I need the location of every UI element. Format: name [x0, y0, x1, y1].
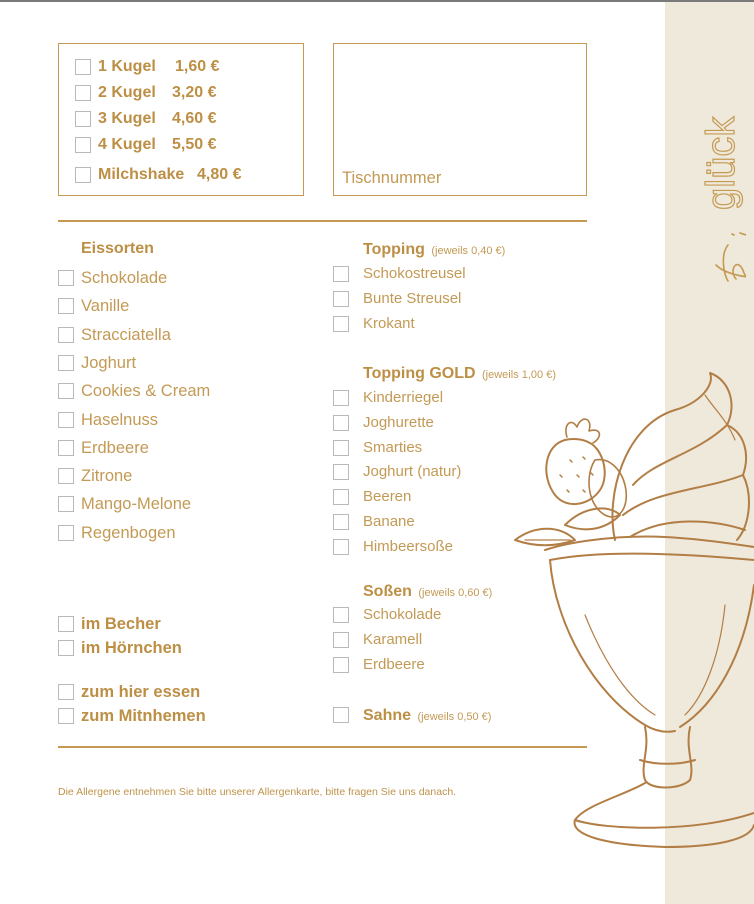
consumption-1-checkbox[interactable]: [58, 684, 74, 700]
flavor-6-label: Haselnuss: [81, 410, 159, 429]
sauces-note: (jeweils 0,60 €): [418, 587, 493, 599]
allergen-note: Die Allergene entnehmen Sie bitte unserer Allergenkarte, bitte fragen Sie uns danach.: [58, 786, 457, 798]
topping-gold-7-checkbox[interactable]: [333, 539, 349, 555]
topping-gold-5-label: Beeren: [363, 488, 412, 506]
topping-gold-2-checkbox[interactable]: [333, 415, 349, 431]
cream-checkbox[interactable]: [333, 707, 349, 723]
topping-gold-3-label: Smarties: [363, 438, 423, 456]
table-number-label: Tischnummer: [342, 169, 442, 187]
flavor-6-checkbox[interactable]: [58, 412, 74, 428]
price-option-5-label: Milchshake: [98, 166, 185, 183]
price-value-3: 4,60 €: [172, 110, 217, 127]
price-option-1-checkbox[interactable]: [75, 59, 91, 75]
top-border: [0, 0, 754, 2]
divider-top: [58, 220, 587, 222]
topping-gold-4-label: Joghurt (natur): [363, 463, 462, 481]
price-option-3-label: 3 Kugel: [98, 110, 156, 127]
consumption-2-label: zum Mitnhemen: [81, 707, 206, 725]
topping-heading: [363, 241, 505, 260]
price-option-2-label: 2 Kugel: [98, 84, 156, 101]
price-option-2-checkbox[interactable]: [75, 85, 91, 101]
sundae-illustration: [505, 365, 754, 885]
topping-3-checkbox[interactable]: [333, 316, 349, 332]
sauce-1-checkbox[interactable]: [333, 607, 349, 623]
flavor-1-label: Schokolade: [81, 269, 168, 287]
sauce-2-label: Karamell: [363, 631, 423, 648]
price-option-4-checkbox[interactable]: [75, 137, 91, 153]
topping-gold-note: (jeweils 1,00 €): [482, 369, 556, 381]
consumption-2-checkbox[interactable]: [58, 708, 74, 724]
flavor-7-label: Erdbeere: [81, 438, 149, 457]
flavor-5-checkbox[interactable]: [58, 383, 74, 399]
price-value-5: 4,80 €: [197, 166, 242, 183]
sauce-3-label: Erdbeere: [363, 656, 425, 673]
flavor-1-checkbox[interactable]: [58, 270, 74, 286]
flavor-3-checkbox[interactable]: [58, 327, 74, 343]
flavor-3-label: Stracciatella: [81, 325, 171, 344]
topping-gold-6-label: Banane: [363, 513, 415, 530]
cream-note: (jeweils 0,50 €): [417, 711, 492, 723]
flavor-10-checkbox[interactable]: [58, 525, 74, 541]
logo-glueck-text: glück: [699, 116, 743, 210]
topping-1-checkbox[interactable]: [333, 266, 349, 282]
flavor-4-checkbox[interactable]: [58, 355, 74, 371]
container-1-checkbox[interactable]: [58, 616, 74, 632]
topping-gold-1-checkbox[interactable]: [333, 390, 349, 406]
topping-gold-5-checkbox[interactable]: [333, 489, 349, 505]
flavor-7-checkbox[interactable]: [58, 440, 74, 456]
topping-gold-heading-text: Topping GOLD: [363, 365, 476, 382]
flavor-9-label: Mango-Melone: [81, 495, 192, 514]
sauce-3-checkbox[interactable]: [333, 657, 349, 673]
price-value-1: 1,60 €: [175, 58, 220, 75]
flavor-2-checkbox[interactable]: [58, 298, 74, 314]
topping-gold-1-label: Kinderriegel: [363, 389, 444, 406]
sauce-2-checkbox[interactable]: [333, 632, 349, 648]
topping-1-label: Schokostreusel: [363, 265, 466, 282]
topping-gold-6-checkbox[interactable]: [333, 514, 349, 530]
topping-note: (jeweils 0,40 €): [431, 245, 506, 257]
sauces-heading-text: Soßen: [363, 583, 412, 600]
flavor-4-label: Joghurt: [81, 353, 137, 372]
topping-gold-2-label: Joghurette: [363, 413, 434, 431]
topping-2-label: Bunte Streusel: [363, 290, 462, 307]
topping-3-label: Krokant: [363, 315, 415, 332]
flavor-8-label: Zitrone: [81, 467, 133, 486]
cream-heading-text: Sahne: [363, 707, 412, 724]
flavor-2-label: Vanille: [81, 297, 130, 316]
topping-2-checkbox[interactable]: [333, 291, 349, 307]
flavor-9-checkbox[interactable]: [58, 496, 74, 512]
price-option-4-label: 4 Kugel: [98, 136, 156, 153]
consumption-1-label: zum hier essen: [81, 683, 201, 701]
sauce-1-label: Schokolade: [363, 606, 442, 623]
flavors-heading: Eissorten: [81, 240, 154, 257]
price-value-2: 3,20 €: [172, 84, 217, 101]
topping-gold-3-checkbox[interactable]: [333, 440, 349, 456]
container-2-label: im Hörnchen: [81, 639, 182, 657]
topping-gold-4-checkbox[interactable]: [333, 464, 349, 480]
topping-gold-7-label: Himbeersoße: [363, 537, 454, 555]
flavor-8-checkbox[interactable]: [58, 468, 74, 484]
price-option-3-checkbox[interactable]: [75, 111, 91, 127]
flavor-10-label: Regenbogen: [81, 523, 176, 542]
topping-heading-text: Topping: [363, 241, 425, 258]
flavor-5-label: Cookies & Cream: [81, 382, 211, 401]
price-option-5-checkbox[interactable]: [75, 167, 91, 183]
container-1-label: im Becher: [81, 615, 161, 633]
container-2-checkbox[interactable]: [58, 640, 74, 656]
cream-heading: [363, 707, 491, 726]
sauces-heading: [363, 583, 492, 602]
eisglueck-logo: [676, 30, 746, 300]
price-option-1-label: 1 Kugel: [98, 58, 156, 75]
price-value-4: 5,50 €: [172, 136, 217, 153]
